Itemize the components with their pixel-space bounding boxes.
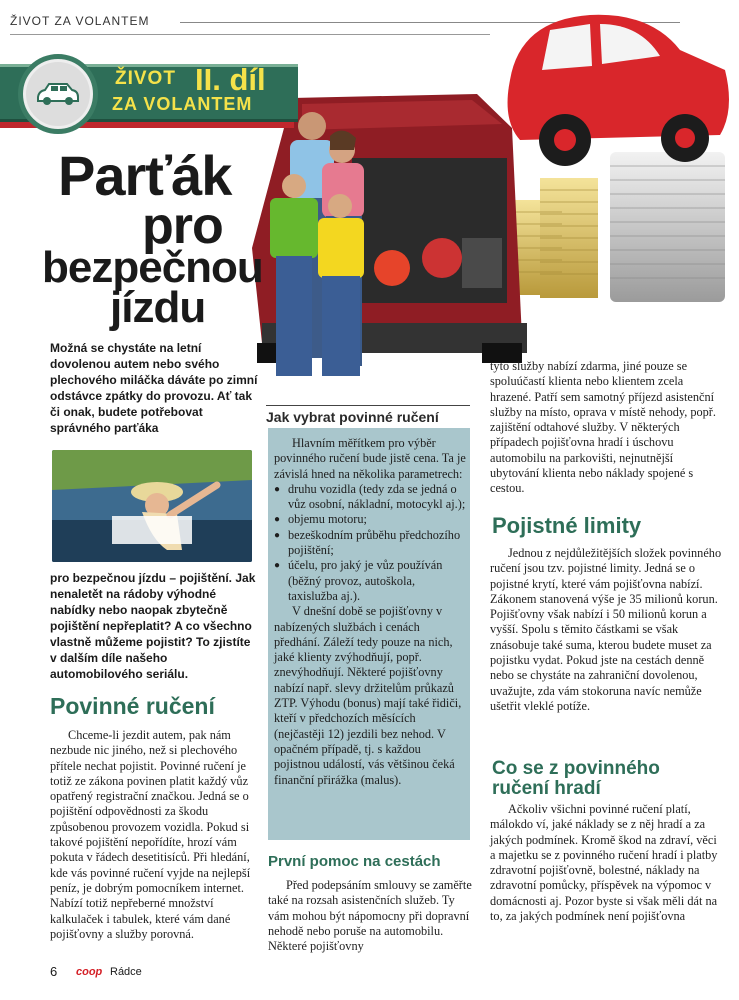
asistence-text: tyto služby nabízí zdarma, jiné pouze se spoluúčastí klienta nebo klientem zcela hrazené. Patří sem samotný příjezd asistenční služby na místo, oprava v místě nehody, popř. zajištění odtahové služby. V některých případech pojišťovna hradí i úschovu automobilu na parkovišti, nejnutnější ubytování klienta nebo náklady spojené s cestou. xyxy=(490,359,716,496)
jak-vybrat-intro: Hlavním měřítkem pro výběr povinného ručení bude jistě cena. Ta je závislá hned na několika parametrech: xyxy=(274,436,466,481)
heading-co-line-1: Co se z povinného xyxy=(492,758,660,779)
silver-coin-stack xyxy=(610,152,725,302)
criteria-item: ● bezeškodním průběhu předchozího pojištění; xyxy=(274,528,466,559)
magazine-name: Rádce xyxy=(110,966,142,978)
criteria-list xyxy=(274,482,466,604)
prvni-pomoc-text: Před podepsáním smlouvy se zaměřte také na rozsah asistenčních služeb. Ty vám mohou být nápomocny při dopravní nehodě nebo poruše na automobilu. Některé pojišťovny xyxy=(268,878,472,954)
title-line-1: Parťák xyxy=(58,144,232,207)
section-label: ŽIVOT ZA VOLANTEM xyxy=(10,14,150,28)
lead-paragraph-1: Možná se chystáte na letní dovolenou autem nebo svého plechového miláčka dáváte po zimní odstávce zpátky do provozu. Ať tak či onak, budete potřebovat správného parťáka xyxy=(50,341,258,435)
banner-badge xyxy=(18,54,98,134)
heading-pojistne-limity: Pojistné limity xyxy=(492,513,642,538)
page-number: 6 xyxy=(50,964,58,979)
family-car-photo xyxy=(222,88,542,398)
jak-vybrat-content xyxy=(274,436,466,788)
banner-part: II. díl xyxy=(195,62,266,97)
title-line-3: bezpečnou xyxy=(42,243,263,292)
heading-co-se-hradi xyxy=(492,759,660,799)
pojistne-limity-text: Jednou z nejdůležitějších složek povinného ručení jsou tzv. pojistné limity. Jedná se o pojistné krytí, které vám pojišťovna nabízí. Zákonem stanovená výše je 35 milionů korun. Pojišťovny však nabízí i 50 milionů korun a vyšší. Spolu s těmito částkami se však znásobuje také suma, kterou budete muset za pojistku vydat. Pokud jste na cestách denně nebo se chystáte na zahraniční dovolenou, uvažujte, zda vám stokoruna navíc nemůže ušetřit vleklé potíže. xyxy=(490,546,722,713)
heading-jak-vybrat: Jak vybrat povinné ručení xyxy=(266,405,470,425)
heading-povinne-ruceni: Povinné ručení xyxy=(50,693,215,719)
title-line-2: pro xyxy=(142,197,223,255)
jak-vybrat-outro: V dnešní době se pojišťovny v nabízených službách i cenách předhání. Záleží tedy pouze na nich, jaké klienty zvýhodňují, popř. znevýhodňují. Některé pojišťovny nabízí např. slevy držitelům průkazů ZTP. Výhodu (bonus) mají také řidiči, kteří v předchozích měsících (nejčastěji 12) jezdili bez nehod. V opačném případě, tj. s každou pojistnou událostí, vás většinou čeká finanční přirážka (malus). xyxy=(274,604,462,787)
heading-co-line-2: ručení hradí xyxy=(492,777,601,799)
criteria-item: ● účelu, pro jaký je vůz používán (běžný provoz, autoškola, taxislužba aj.). xyxy=(274,558,466,604)
car-icon xyxy=(35,81,81,107)
coop-logo: coop xyxy=(76,966,103,978)
series-banner xyxy=(0,52,300,130)
banner-word1: ŽIVOT xyxy=(115,68,176,89)
co-se-hradi-text: Ačkoliv všichni povinné ručení platí, málokdo ví, jaké náklady se z něj hradí a za jakých podmínek. Kromě škod na zdraví, věci a majetku se z povinného ručení hradí i platby zdravotní pojišťovně, bolestné, náklady na zdravotní pomůcky, příspěvek na výpomoc v domácnosti aj. Pozor byste si však měli dát na to, za jakých podmínek není pojišťovna xyxy=(490,802,718,924)
heading-prvni-pomoc: První pomoc na cestách xyxy=(268,853,441,870)
banner-word2: ZA VOLANTEM xyxy=(112,94,253,114)
criteria-item: ● druhu vozidla (tedy zda se jedná o vůz osobní, nákladní, motocykl aj.); xyxy=(274,482,466,513)
criteria-item: ● objemu motoru; xyxy=(274,512,466,527)
header-rule-lower xyxy=(10,34,490,35)
povinne-ruceni-text: Chceme-li jezdit autem, pak nám nezbude nic jiného, než si plechového přítele nechat pojistit. Povinné ručení je totiž ze zákona povinen platit každý vůz opatřený registrační značkou. Jedná se o pojištění odpovědnosti za škodu způsobenou provozem vozidla. Pokud si takové pojištění nepořídíte, hrozí vám pokuta v řádech desetitisíců. Při hledání, kde vás povinné ručení vyjde na nejlepší peníz, je dobrým pomocníkem internet. Nabízí totiž nepřeberné množství kalkulaček i tabulek, které vám dané pojišťovny a služby porovná. xyxy=(50,728,251,941)
title-line-4: jízdu xyxy=(110,283,206,332)
woman-car-photo xyxy=(52,450,252,562)
lead-paragraph-2: pro bezpečnou jízdu – pojištění. Jak nenaletět na rádoby výhodné nabídky nebo naopak zbytečně pojištění nepřeplatit? A co všechno vlastně můžeme pojistit? To zjistíte v dalším díle našeho automobilového seriálu. xyxy=(50,571,256,681)
